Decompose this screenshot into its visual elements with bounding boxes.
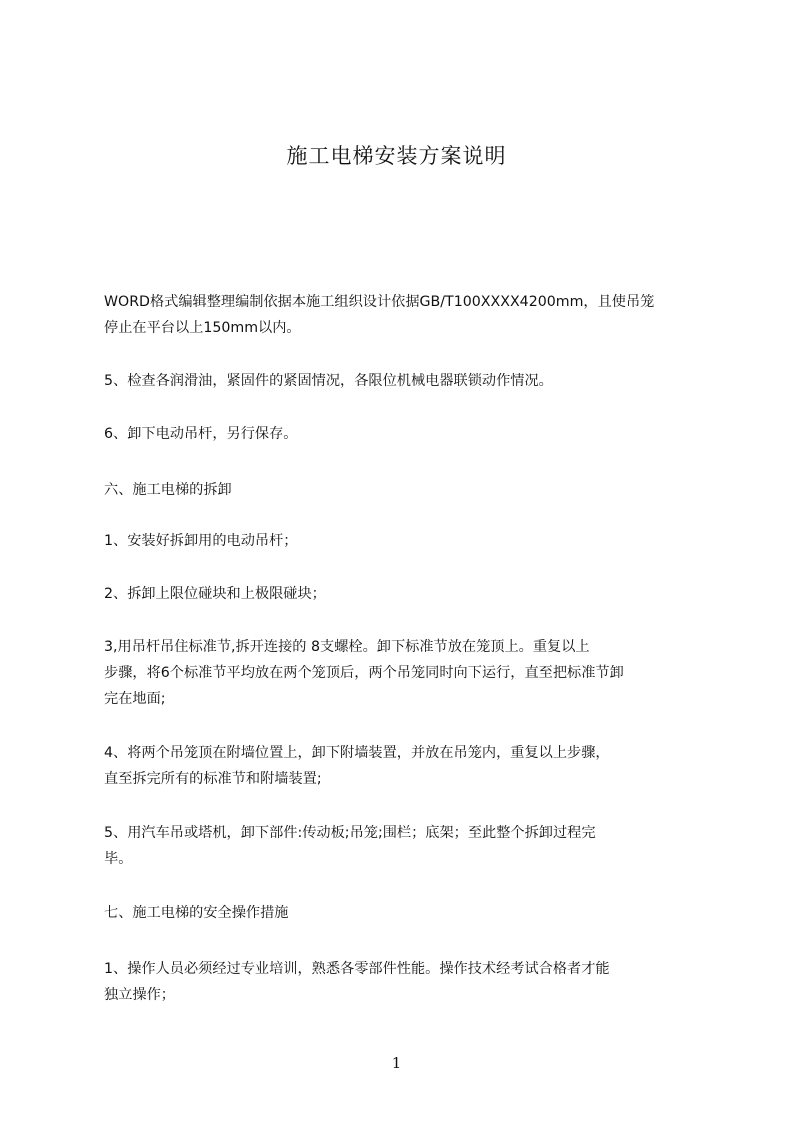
paragraph-line: 毕。 xyxy=(104,851,133,867)
paragraph-intro xyxy=(104,289,708,341)
paragraph-line: 完在地面; xyxy=(104,691,166,707)
page-number: 1 xyxy=(391,1054,402,1072)
paragraph-dismantle-step-1 xyxy=(104,528,708,554)
paragraph-safety-step-1 xyxy=(104,956,708,1008)
paragraph-line: 5、用汽车吊或塔机，卸下部件:传动板;吊笼;围栏；底架；至此整个拆卸过程完 xyxy=(104,825,596,841)
paragraph-line: 独立操作； xyxy=(104,987,175,1003)
paragraph-line: 七、施工电梯的安全操作措施 xyxy=(104,905,289,921)
paragraph-line: 3,用吊杆吊住标准节,拆开连接的 8支螺栓。卸下标准节放在笼顶上。重复以上 xyxy=(104,639,590,655)
paragraph-line: 1、操作人员必须经过专业培训，熟悉各零部件性能。操作技术经考试合格者才能 xyxy=(104,961,610,977)
paragraph-line: 5、检查各润滑油，紧固件的紧固情况，各限位机械电器联锁动作情况。 xyxy=(104,373,553,389)
paragraph-line: 停止在平台以上150mm以内。 xyxy=(104,320,301,336)
paragraph-line: 6、卸下电动吊杆，另行保存。 xyxy=(104,426,298,442)
paragraph-line: 六、施工电梯的拆卸 xyxy=(104,482,232,498)
paragraph-line: 1、安装好拆卸用的电动吊杆； xyxy=(104,533,298,549)
document-title: 施工电梯安装方案说明 xyxy=(286,144,507,168)
section-heading-dismantle xyxy=(104,477,708,503)
paragraph-line: 2、拆卸上限位碰块和上极限碰块； xyxy=(104,586,326,602)
paragraph-line: 4、将两个吊笼顶在附墙位置上，卸下附墙装置，并放在吊笼内，重复以上步骤， xyxy=(104,745,610,761)
paragraph-dismantle-step-5 xyxy=(104,820,708,872)
paragraph-dismantle-step-4 xyxy=(104,740,708,792)
paragraph-step-5 xyxy=(104,368,708,394)
paragraph-line: 步骤，将6个标准节平均放在两个笼顶后，两个吊笼同时向下运行，直至把标准节卸 xyxy=(104,665,624,681)
paragraph-step-6 xyxy=(104,421,708,447)
paragraph-line: WORD格式编辑整理编制依据本施工组织设计依据GB/T100XXXX4200mm，且使吊笼 xyxy=(104,294,655,310)
paragraph-dismantle-step-3 xyxy=(104,634,708,712)
paragraph-dismantle-step-2 xyxy=(104,581,708,607)
section-heading-safety xyxy=(104,900,708,926)
paragraph-line: 直至拆完所有的标准节和附墙装置; xyxy=(104,771,322,787)
